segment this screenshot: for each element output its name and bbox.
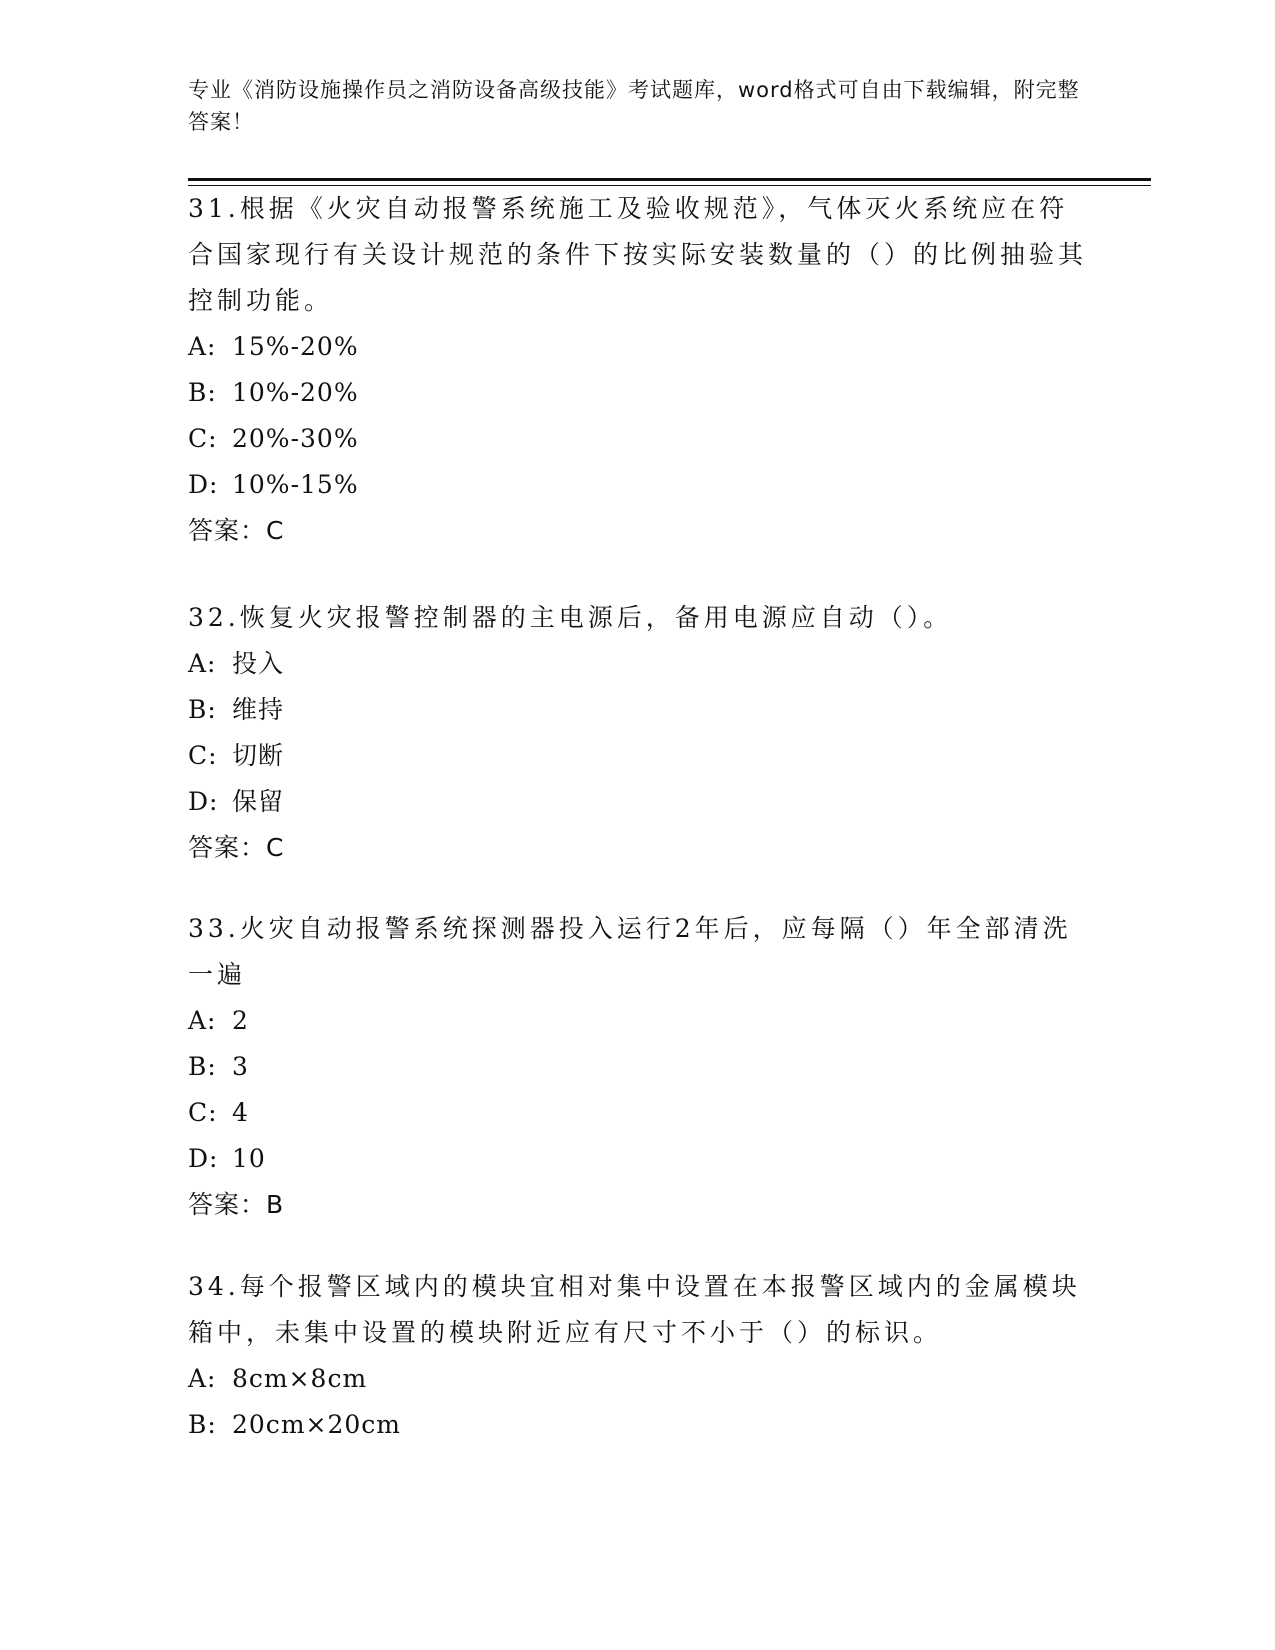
option-letter: B: <box>188 378 217 407</box>
option-b <box>188 1044 1088 1090</box>
question-stem: 31.根据《火灾自动报警系统施工及验收规范》，气体灭火系统应在符合国家现行有关设计规范的条件下按实际安装数量的（）的比例抽验其控制功能。 <box>188 194 1088 315</box>
option-letter: C: <box>188 1098 218 1127</box>
question-32 <box>188 595 1088 871</box>
option-letter: A: <box>188 649 217 678</box>
option-c <box>188 416 1088 462</box>
option-letter: A: <box>188 1364 217 1393</box>
option-c <box>188 1090 1088 1136</box>
option-a <box>188 324 1088 370</box>
option-d <box>188 462 1088 508</box>
option-text: 8cm×8cm <box>232 1364 368 1393</box>
option-b <box>188 687 1088 733</box>
option-d <box>188 1136 1088 1182</box>
option-text: 20%-30% <box>232 424 359 453</box>
option-text: 保留 <box>232 787 285 816</box>
option-text: 4 <box>232 1098 249 1127</box>
option-text: 10%-15% <box>232 470 359 499</box>
question-stem: 34.每个报警区域内的模块宜相对集中设置在本报警区域内的金属模块箱中，未集中设置的模块附近应有尺寸不小于（）的标识。 <box>188 1272 1081 1347</box>
option-b <box>188 1402 1088 1448</box>
question-stem: 33.火灾自动报警系统探测器投入运行2年后，应每隔（）年全部清洗一遍 <box>188 914 1072 989</box>
option-text: 切断 <box>232 741 285 770</box>
option-letter: B: <box>188 695 217 724</box>
option-a <box>188 1356 1088 1402</box>
question-stem: 32.恢复火灾报警控制器的主电源后，备用电源应自动（）。 <box>188 603 953 632</box>
question-34 <box>188 1264 1088 1448</box>
option-text: 10%-20% <box>232 378 359 407</box>
option-b <box>188 370 1088 416</box>
option-letter: B: <box>188 1052 217 1081</box>
option-letter: C: <box>188 424 218 453</box>
option-text: 20cm×20cm <box>232 1410 401 1439</box>
option-text: 10 <box>232 1144 266 1173</box>
option-a <box>188 641 1088 687</box>
option-letter: C: <box>188 741 218 770</box>
header-divider-thick <box>188 178 1151 181</box>
option-text: 投入 <box>232 649 285 678</box>
option-text: 15%-20% <box>232 332 359 361</box>
option-letter: B: <box>188 1410 217 1439</box>
option-letter: D: <box>188 787 219 816</box>
option-text: 2 <box>232 1006 249 1035</box>
answer-line: 答案：B <box>188 1190 285 1219</box>
document-header: 专业《消防设施操作员之消防设备高级技能》考试题库，word格式可自由下载编辑，附完整答案！ <box>188 78 1080 134</box>
answer-line: 答案：C <box>188 833 285 862</box>
option-text: 3 <box>232 1052 249 1081</box>
question-31 <box>188 186 1088 554</box>
answer-line: 答案：C <box>188 516 285 545</box>
option-letter: A: <box>188 1006 217 1035</box>
option-c <box>188 733 1088 779</box>
question-33 <box>188 906 1088 1228</box>
option-text: 维持 <box>232 695 285 724</box>
option-letter: D: <box>188 470 219 499</box>
option-a <box>188 998 1088 1044</box>
option-letter: A: <box>188 332 217 361</box>
option-d <box>188 779 1088 825</box>
option-letter: D: <box>188 1144 219 1173</box>
